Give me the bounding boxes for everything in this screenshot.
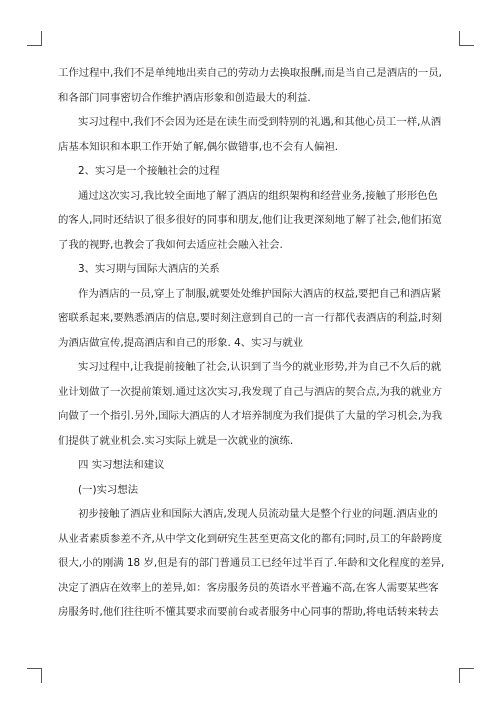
text-line: 为酒店做宣传,提高酒店和自己的形象. 4、实习与就业 [58,336,304,349]
section-heading: 3、实习期与国际大酒店的关系 [78,263,220,275]
crop-mark-top-left [27,31,42,46]
crop-mark-bottom-right [459,668,474,683]
text-line: 们提供了就业机会.实习实际上就是一次就业的演练. [58,434,294,447]
text-line: 的客人,同时还结识了很多很好的同事和朋友,他们让我更深刻地了解了社会,他们拓宽 [58,214,442,226]
section-heading: 四 实习想法和建议 [78,459,165,471]
document-body [58,67,445,631]
text-line: 实习过程中,我们不会因为还是在读生而受到特别的礼遇,和其他心员工一样,从酒 [78,116,442,128]
section-heading: 2、实习是一个接触社会的过程 [78,165,220,177]
text-line: 决定了酒店在效率上的差异,如：客房服务员的英语水平普遍不高,在客人需要某些客 [58,581,439,594]
text-line: 从业者素质参差不齐,从中学文化到研究生甚至更高文化的都有;同时,员工的年龄跨度 [58,532,443,545]
text-line: 工作过程中,我们不是单纯地出卖自己的劳动力去换取报酬,而是当自己是酒店的一员, [58,67,442,79]
text-line: 初步接触了酒店业和国际大酒店,发现人员流动量大是整个行业的问题.酒店业的 [78,508,438,520]
text-line: 很大,小的刚满 18 岁,但是有的部门普通员工已经年过半百了.年龄和文化程度的差异, [58,557,445,569]
text-line: 实习过程中,让我提前接触了社会,认识到了当今的就业形势,并为自己不久后的就 [78,361,442,373]
text-line: 房服务时,他们往往听不懂其要求而要前台或者服务中心同事的帮助,将电话转来转去 [58,606,439,618]
text-line: 作为酒店的一员,穿上了制服,就要处处维护国际大酒店的权益,要把自己和酒店紧 [78,287,442,300]
crop-mark-top-right [459,31,474,46]
text-line: 和各部门同事密切合作维护酒店形象和创造最大的利益. [58,91,311,104]
text-line: 了我的视野,也教会了我如何去适应社会融入社会. [58,238,283,251]
subsection-heading: (一)实习想法 [78,483,139,496]
text-line: 密联系起来,要熟悉酒店的信息,要时刻注意到自己的一言一行都代表酒店的利益,时刻 [58,312,442,324]
text-line: 业计划做了一次提前策划.通过这次实习,我发现了自己与酒店的契合点,为我的就业方 [58,385,442,398]
text-line: 店基本知识和本职工作开始了解,偶尔做错事,也不会有人偏袒. [58,140,339,153]
crop-mark-bottom-left [27,668,42,683]
text-line: 通过这次实习,我比较全面地了解了酒店的组织架构和经营业务,接触了形形色色 [78,189,438,202]
text-line: 向做了一个指引.另外,国际大酒店的人才培养制度为我们提供了大量的学习机会,为我 [58,410,442,422]
